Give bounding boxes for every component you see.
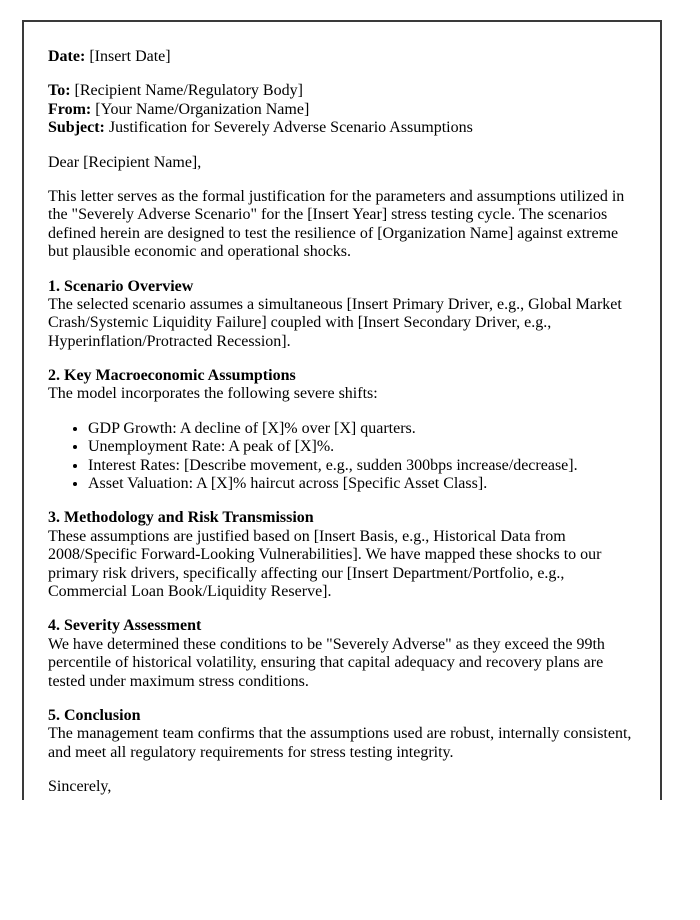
section-heading: 1. Scenario Overview: [48, 277, 194, 295]
section-body: The model incorporates the following severe shifts:: [48, 385, 378, 403]
section-heading: 5. Conclusion: [48, 706, 141, 724]
section-body: The management team confirms that the assumptions used are robust, internally consistent, and meet all regulatory requirements for stress testing integrity.: [48, 725, 632, 761]
subject-label: Subject:: [48, 119, 105, 137]
from-value: [Your Name/Organization Name]: [95, 100, 310, 118]
section-heading: 3. Methodology and Risk Transmission: [48, 509, 314, 527]
section-conclusion: [48, 707, 636, 762]
to-label: To:: [48, 82, 71, 100]
to-value: [Recipient Name/Regulatory Body]: [74, 82, 303, 100]
from-label: From:: [48, 100, 92, 118]
section-body: These assumptions are justified based on [Insert Basis, e.g., Historical Data from 2008/Specific Forward-Looking Vulnerabilities]. We have mapped these shocks to our primary risk drivers, specifically affecting our [Insert Department/Portfolio, e.g., Commercial Loan Book/Liquidity Reserve].: [48, 527, 602, 600]
section-macro-assumptions: [48, 367, 636, 404]
section-methodology: [48, 509, 636, 601]
subject-value: Justification for Severely Adverse Scenario Assumptions: [108, 119, 473, 137]
intro-paragraph: This letter serves as the formal justification for the parameters and assumptions utilized in the "Severely Adverse Scenario" for the [Insert Year] stress testing cycle. The scenarios defined herein are designed to test the resilience of [Organization Name] against extreme but plausible economic and operational shocks.: [48, 187, 625, 261]
section-heading: 4. Severity Assessment: [48, 617, 202, 635]
date-line: [48, 48, 636, 66]
section-body: We have determined these conditions to be "Severely Adverse" as they exceed the 99th percentile of historical volatility, ensuring that capital adequacy and recovery plans are tested under maximum stress conditions.: [48, 635, 605, 690]
date-label: Date:: [48, 48, 86, 65]
bullet-item-unemployment: • Unemployment Rate: A peak of [X]%.: [88, 438, 636, 456]
recipient-block: [48, 82, 636, 137]
section-heading: 2. Key Macroeconomic Assumptions: [48, 367, 296, 385]
salutation: Dear [Recipient Name],: [48, 153, 202, 171]
bullet-item-gdp: • GDP Growth: A decline of [X]% over [X] quarters.: [88, 420, 636, 438]
bullet-item-asset-valuation: • Asset Valuation: A [X]% haircut across [Specific Asset Class].: [88, 475, 636, 493]
letter-container: [22, 20, 662, 800]
assumptions-list: [48, 420, 636, 494]
closing: Sincerely,: [48, 778, 112, 796]
bullet-item-interest-rates: • Interest Rates: [Describe movement, e.g., sudden 300bps increase/decrease].: [88, 457, 636, 475]
section-scenario-overview: [48, 278, 636, 352]
date-value: [Insert Date]: [89, 48, 171, 65]
section-severity: [48, 617, 636, 691]
section-body: The selected scenario assumes a simultaneous [Insert Primary Driver, e.g., Global Market Crash/Systemic Liquidity Failure] coupled with [Insert Secondary Driver, e.g., Hyperinflation/Protracted Recession].: [48, 295, 622, 350]
